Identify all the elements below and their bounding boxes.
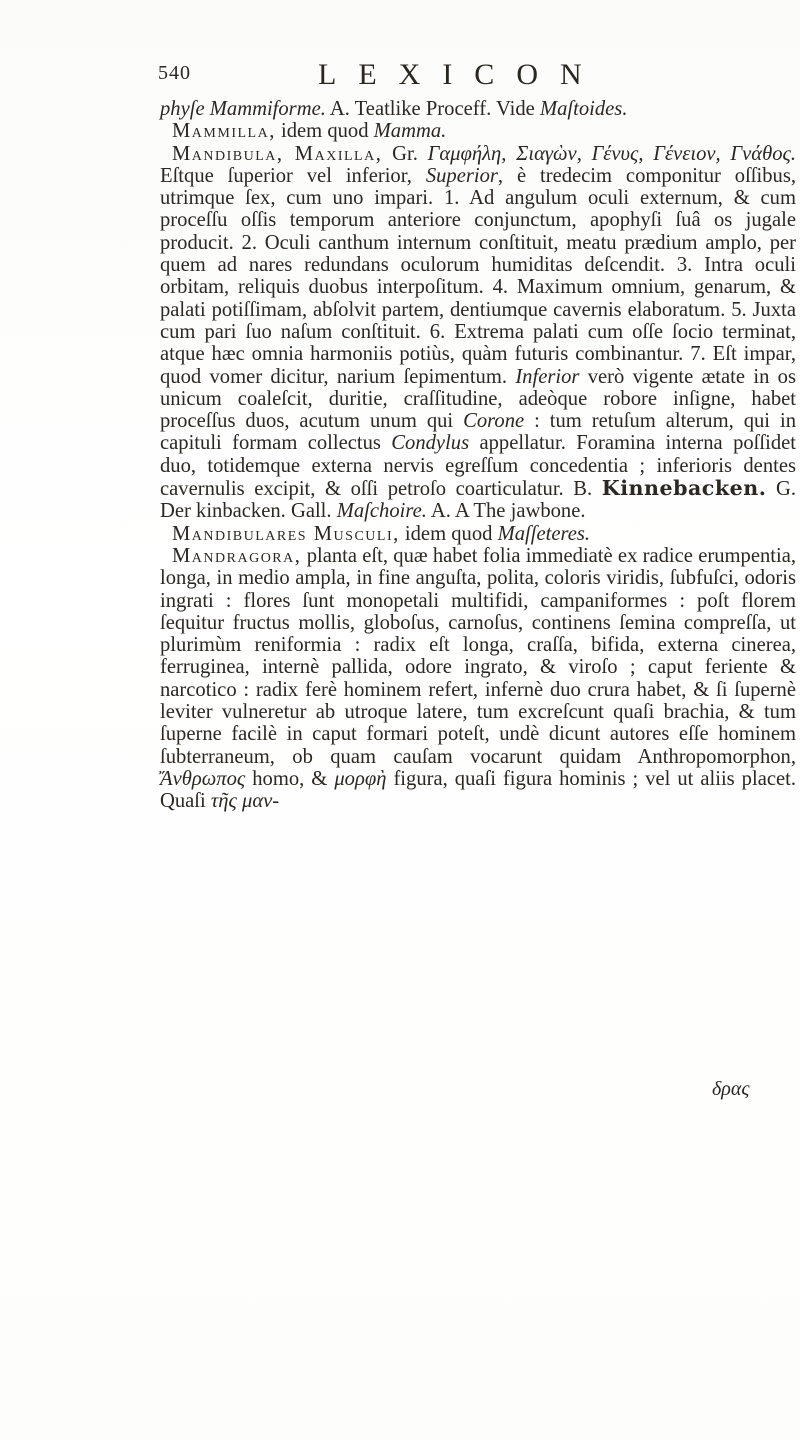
entry-mandibulares: Mandibulares Musculi, idem quod Maſſeteres. <box>172 522 591 545</box>
headword: Mandibulares Musculi, <box>172 522 400 545</box>
headword: Mandragora, <box>172 544 302 567</box>
headword: Mammilla, <box>172 120 276 143</box>
headword: Mandibula, Maxilla, <box>172 142 383 165</box>
catchword: δρας <box>712 1078 750 1100</box>
entry-mammiforme-tail: phyſe Mammiforme. A. Teatlike Proceff. Vide Maſtoides. <box>160 98 628 120</box>
page-number: 540 <box>158 62 191 84</box>
page-header <box>158 58 628 98</box>
entry-mammilla: Mammilla, idem quod Mamma. <box>172 120 447 143</box>
entry-mandibula: Mandibula, Maxilla, Gr. Γαμφήλη, Σιαγὼν, Γένυς, Γένειον, Γνάθος. Eſtque ſuperior vel inferior, Superior, è tredecim componitur oſſibus, utrimque ſex, cum uno impari. 1. Ad angulum oculi externum, & cum proceſſu oſſis temporum anteriore conjunctum, apophyſi ſuâ os jugale producit. 2. Oculi canthum internum conſtituit, meatu prædium amplo, per quem ad nares redundans oculorum humiditas deſcendit. 3. Intra oculi orbitam, reliquis duobus interpoſitum. 4. Maximum omnium, genarum, & palati potiſſimam, abſolvit partem, dentiumque cavernis elaboratum. 5. Juxta cum pari ſuo naſum conſtituit. 6. Extrema palati cum oſſe ſocio terminat, atque hæc omnia harmoniis potiùs, quàm futuris combinantur. 7. Eſt impar, quod vomer dicitur, narium ſepimentum. Inferior verò vigente ætate in os unicum coaleſcit, duritie, craſſitudine, adeòque robore inſigne, habet proceſſus duos, acutum unum qui Corone : tum retuſum alterum, qui in capituli formam collectus Condylus appellatur. Foramina interna poſſidet duo, totidemque externa nervis egreſſum concedentia ; inferioris dentes cavernulis excipit, & oſſi petroſo coarticulatur. B. Kinnebacken. G. Der kinbacken. Gall. Maſchoire. A. A The jawbone. <box>160 142 796 523</box>
dictionary-column <box>160 98 796 813</box>
entry-mandragora: Mandragora, planta eſt, quæ habet folia immediatè ex radice erumpentia, longa, in medio ampla, in fine anguſta, polita, coloris viridis, ſubfuſci, odoris ingrati : flores ſunt monopetali multifidi, campaniformes : poſt florem ſequitur fructus mollis, globoſus, carnoſus, continens ſemina compreſſa, ut plurimùm reniformia : radix eſt longa, craſſa, bifida, externa cinerea, ferruginea, internè pallida, odore ingrato, & viroſo ; caput feriente & narcotico : radix ferè hominem refert, infernè duo crura habet, & ſi ſupernè leviter vulneretur ab utroque latere, tum excreſcunt quaſi brachia, & tum ſuperne facilè in caput formari poteſt, undè dicunt autores eſſe hominem ſubterraneum, ob quam cauſam vocarunt quidam Anthropomorphon, Ἄνθρωπος homo, & μορφὴ figura, quaſi figura hominis ; vel ut aliis placet. Quaſi τῆς μαν- <box>160 544 796 813</box>
running-title: LEXICON <box>318 58 604 91</box>
